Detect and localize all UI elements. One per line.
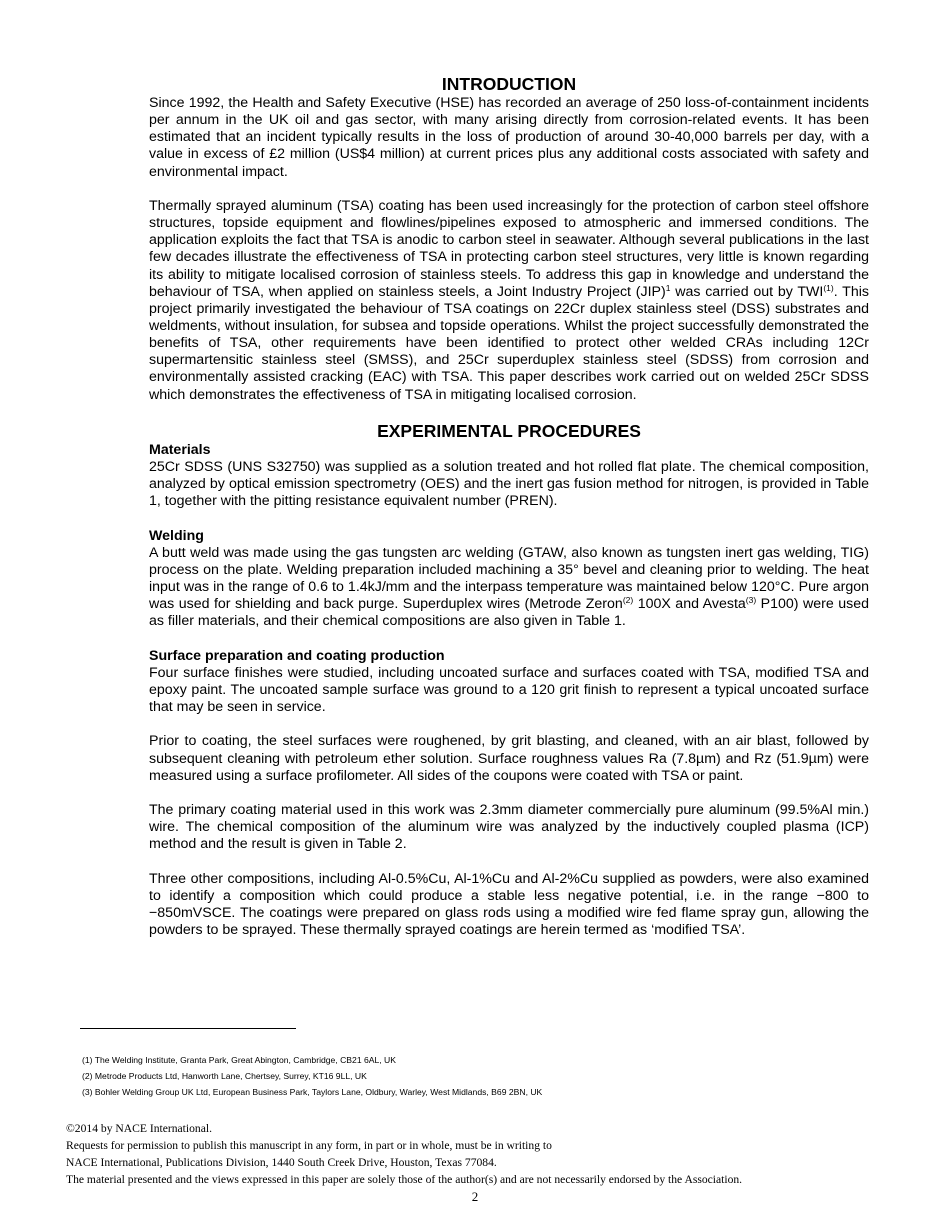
experimental-procedures-heading: EXPERIMENTAL PROCEDURES — [377, 420, 641, 441]
body-text — [149, 74, 869, 939]
welding-heading: Welding — [149, 527, 204, 544]
copyright-line-3: NACE International, Publications Division, 1440 South Creek Drive, Houston, Texas 77084. — [66, 1156, 497, 1169]
footnote-marker: (1) — [823, 282, 834, 293]
footnote-divider — [80, 1028, 296, 1029]
footnote-marker: (2) — [622, 595, 634, 606]
footnote-3: (3) Bohler Welding Group UK Ltd, European Business Park, Taylors Lane, Oldbury, Warley, West Midlands, B69 2BN, UK — [82, 1087, 543, 1097]
copyright-line-2: Requests for permission to publish this manuscript in any form, in part or in whole, must be in writing to — [66, 1139, 552, 1152]
surface-paragraph-2: Prior to coating, the steel surfaces were roughened, by grit blasting, and cleaned, with an air blast, followed by subsequent cleaning with petroleum ether solution. Surface roughness values Ra (7.8µm) and Rz (51.9µm) were measured using a surface profilometer. All sides of the coupons were coated with TSA or paint. — [149, 733, 869, 784]
materials-paragraph: 25Cr SDSS (UNS S32750) was supplied as a solution treated and hot rolled flat plate. The chemical composition, analyzed by optical emission spectrometry (OES) and the inert gas fusion method for nitrogen, is provided in Table 1, together with the pitting resistance equivalent number (PREN). — [149, 458, 869, 510]
surface-paragraph-4: Three other compositions, including Al-0.5%Cu, Al-1%Cu and Al-2%Cu supplied as powders, were also examined to identify a composition which could produce a stable less negative potential, i.e. in the range −800 to −850mVSCE. The coatings were prepared on glass rods using a modified wire fed flame spray gun, allowing the powders to be sprayed. These thermally sprayed coatings are herein termed as ‘modified TSA’. — [149, 870, 869, 939]
surface-paragraph-1: Four surface finishes were studied, including uncoated surface and surfaces coated with TSA, modified TSA and epoxy paint. The uncoated sample surface was ground to a 120 grit finish to represent a typical uncoated surface that may be seen in service. — [149, 664, 869, 716]
intro-paragraph-1: Since 1992, the Health and Safety Executive (HSE) has recorded an average of 250 loss-of-containment incidents per annum in the UK oil and gas sector, with many arising directly from corrosion-related events. It has been estimated that an incident typically results in the loss of production of around 30-40,000 barrels per day, with a value in excess of £2 million (US$4 million) at current prices plus any additional costs associated with safety and environmental impact. — [149, 95, 869, 180]
welding-paragraph — [149, 545, 869, 631]
copyright-line-4: The material presented and the views expressed in this paper are solely those of the author(s) and are not necessarily endorsed by the Association. — [66, 1173, 743, 1186]
intro-paragraph-2 — [149, 198, 869, 404]
welding-part-b: 100X and Avesta — [633, 596, 746, 613]
intro-p2-part-a: Thermally sprayed aluminum (TSA) coating has been used increasingly for the protection of carbon steel offshore structures, topside equipment and flowlines/pipelines exposed to atmospheric and immersed conditions. The application exploits the fact that TSA is anodic to carbon steel in seawater. Although several publications in the last few decades illustrate the effectiveness of TSA in protecting carbon steel structures, very little is known regarding its ability to mitigate localised corrosion of stainless steels. To address this gap in knowledge and understand the behaviour of TSA, when applied on stainless steels, a Joint Industry Project (JIP) — [149, 197, 869, 300]
intro-p2-part-b: was carried out by TWI — [670, 283, 824, 300]
copyright-line-1: ©2014 by NACE International. — [66, 1122, 212, 1135]
footnote-marker: (3) — [745, 595, 757, 606]
copyright-notice — [66, 1120, 742, 1188]
surface-preparation-heading: Surface preparation and coating production — [149, 647, 445, 664]
page-number: 2 — [471, 1189, 479, 1204]
footnote-2: (2) Metrode Products Ltd, Hanworth Lane, Chertsey, Surrey, KT16 9LL, UK — [82, 1071, 367, 1081]
reference-superscript: 1 — [665, 282, 671, 293]
intro-p2-part-c: . This project primarily investigated the behaviour of TSA coatings on 22Cr duplex stainless steel (DSS) substrates and weldments, without insulation, for subsea and topside operations. Whilst the project successfully demonstrated the benefits of TSA, other requirements have been identified to protect other welded CRAs including 12Cr supermartensitic stainless steel (SMSS), and 25Cr superduplex stainless steel (SDSS) from corrosion and environmentally assisted cracking (EAC) with TSA. This paper describes work carried out on welded 25Cr SDSS which demonstrates the effectiveness of TSA in mitigating localised corrosion. — [149, 283, 869, 403]
welding-part-c: P100) were used as filler materials, and their chemical compositions are also given in Table 1. — [149, 596, 869, 630]
footnotes — [82, 1052, 542, 1100]
surface-paragraph-3: The primary coating material used in this work was 2.3mm diameter commercially pure aluminum (99.5%Al min.) wire. The chemical composition of the aluminum wire was analyzed by the inductively coupled plasma (ICP) method and the result is given in Table 2. — [149, 802, 869, 853]
materials-heading: Materials — [149, 441, 211, 458]
welding-part-a: A butt weld was made using the gas tungsten arc welding (GTAW, also known as tungsten inert gas welding, TIG) process on the plate. Welding preparation included machining a 35° bevel and cleaning prior to welding. The heat input was in the range of 0.6 to 1.4kJ/mm and the interpass temperature was maintained below 120°C. Pure argon was used for shielding and back purge. Superduplex wires (Metrode Zeron — [149, 544, 869, 613]
footnote-1: (1) The Welding Institute, Granta Park, Great Abington, Cambridge, CB21 6AL, UK — [82, 1055, 396, 1065]
introduction-heading: INTRODUCTION — [441, 74, 577, 94]
